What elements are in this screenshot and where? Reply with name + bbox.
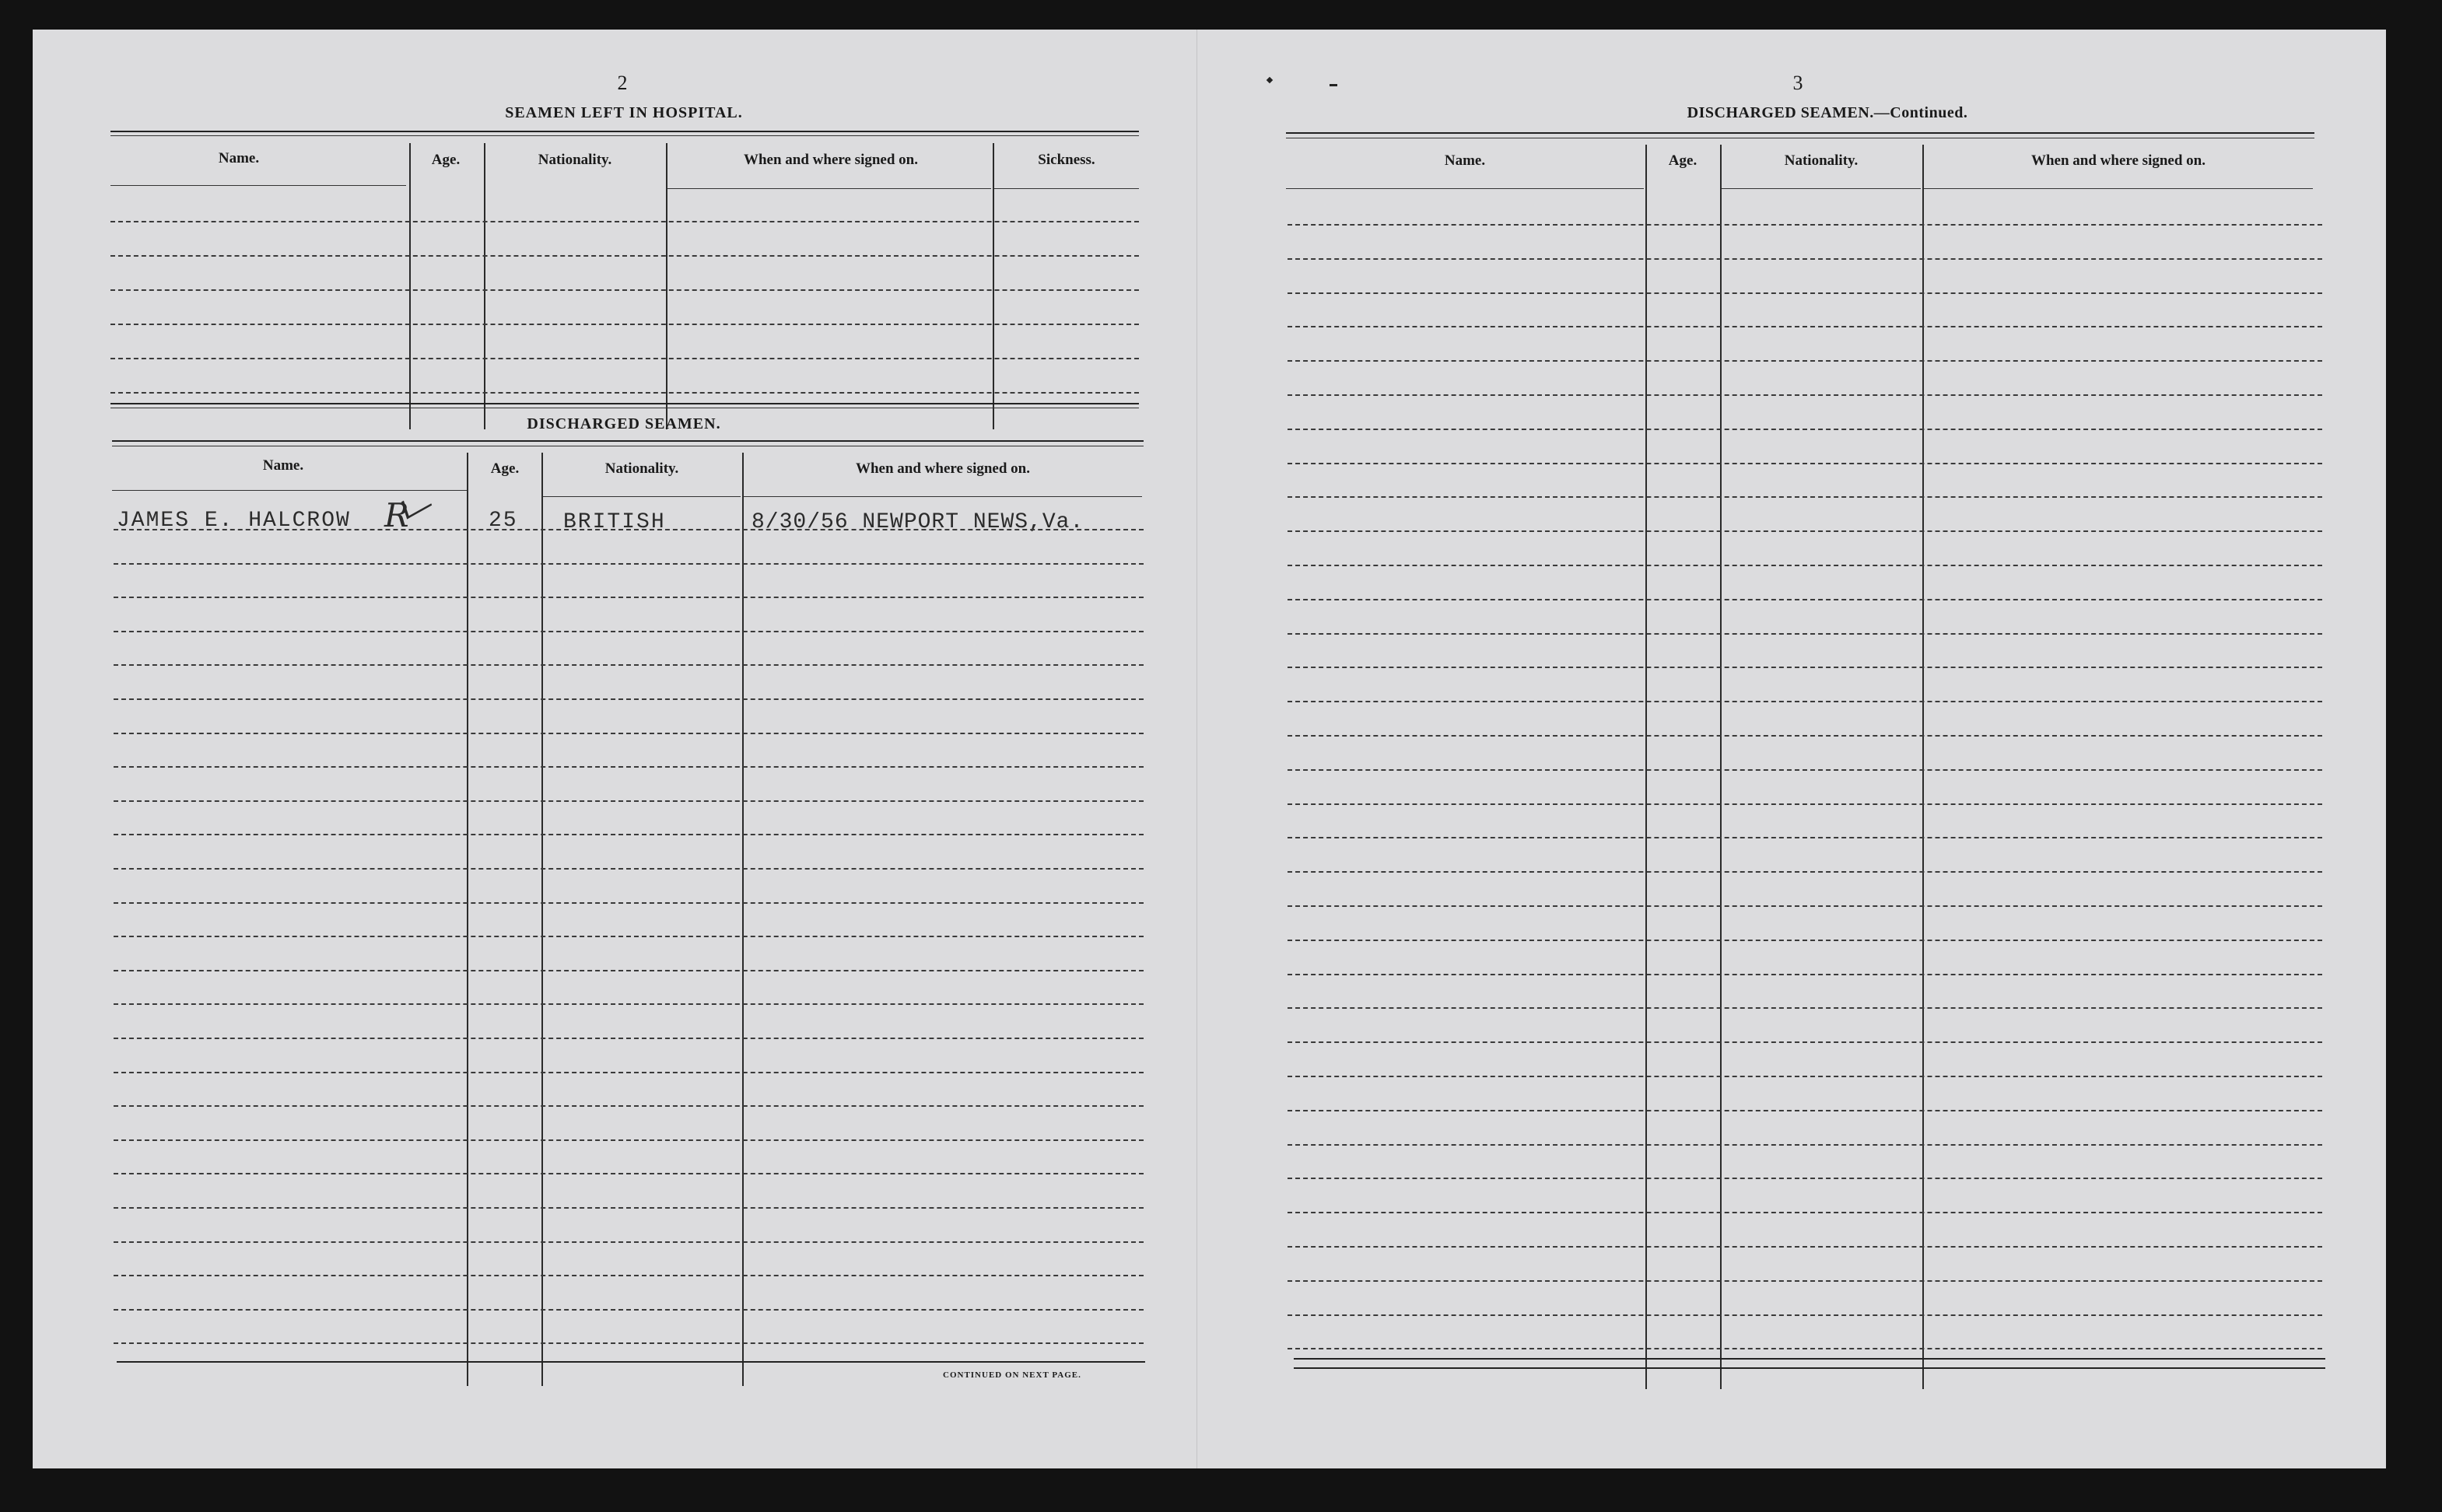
ruled-line: [114, 936, 1144, 937]
ruled-line: [1288, 1076, 2322, 1077]
hospital-col-age: Age.: [431, 152, 461, 168]
ruled-line: [1288, 360, 2322, 362]
right-section-title: DISCHARGED SEAMEN.—Continued.: [1687, 104, 1968, 121]
continued-footer: CONTINUED ON NEXT PAGE.: [943, 1370, 1081, 1380]
ruled-line: [114, 834, 1144, 835]
ruled-line: [1288, 667, 2322, 668]
ruled-line: [1288, 769, 2322, 771]
right-col-name: Name.: [1444, 152, 1486, 169]
entry-signed-on: 8/30/56 NEWPORT NEWS,Va.: [752, 510, 1084, 534]
ruled-line: [1288, 1246, 2322, 1248]
ruled-line: [1288, 496, 2322, 498]
ruled-line: [1288, 1144, 2322, 1146]
discharged-col-nationality: Nationality.: [604, 460, 679, 477]
ruled-line: [1288, 940, 2322, 941]
ruled-line: [1288, 633, 2322, 635]
ruled-line: [114, 766, 1144, 768]
ruled-line: [1288, 803, 2322, 805]
right-col-nationality: Nationality.: [1784, 152, 1859, 169]
ruled-line: [1288, 974, 2322, 975]
ruled-line: [1288, 1212, 2322, 1213]
entry-nationality: BRITISH: [563, 510, 666, 534]
ruled-line: [1288, 837, 2322, 838]
page-number-left: 2: [617, 72, 628, 94]
handwritten-initials: R: [384, 496, 409, 534]
ruled-line: [1288, 1110, 2322, 1111]
ruled-line: [1288, 394, 2322, 396]
ruled-line: [1288, 224, 2322, 226]
ruled-line: [114, 1275, 1144, 1276]
hospital-col-sickness: Sickness.: [1038, 152, 1095, 168]
ruled-line: [114, 597, 1144, 598]
ruled-line: [114, 970, 1144, 971]
ruled-line: [114, 563, 1144, 565]
ruled-line: [114, 1038, 1144, 1039]
discharged-section-title: DISCHARGED SEAMEN.: [527, 415, 721, 432]
right-col-signed-on: When and where signed on.: [2030, 152, 2206, 169]
ruled-line: [1288, 429, 2322, 430]
ruled-line: [114, 1241, 1144, 1243]
entry-name: JAMES E. HALCROW: [117, 509, 351, 533]
ruled-line: [1288, 1007, 2322, 1009]
ruled-line: [1288, 905, 2322, 907]
check-mark-icon: [401, 488, 432, 520]
right-page: [1196, 30, 2386, 1468]
ruled-line: [114, 902, 1144, 904]
ruled-line: [1288, 1348, 2322, 1349]
ruled-line: [1288, 1314, 2322, 1316]
ruled-line: [114, 800, 1144, 802]
ruled-line: [114, 1173, 1144, 1174]
left-page: [33, 30, 1200, 1468]
ruled-line: [1288, 1178, 2322, 1179]
page-number-right: 3: [1792, 72, 1803, 94]
ruled-line: [114, 529, 1144, 530]
ruled-line: [1288, 530, 2322, 532]
ruled-line: [114, 1072, 1144, 1073]
ruled-line: [1288, 871, 2322, 873]
ruled-line: [1288, 258, 2322, 260]
right-col-age: Age.: [1668, 152, 1697, 169]
ruled-line: [114, 664, 1144, 666]
discharged-col-signed-on: When and where signed on.: [855, 460, 1030, 477]
ruled-line: [114, 1139, 1144, 1141]
entry-age: 25: [489, 509, 518, 533]
ruled-line: [114, 1003, 1144, 1005]
ink-speck: [1330, 84, 1337, 86]
ruled-line: [114, 1342, 1144, 1344]
ruled-line: [1288, 1041, 2322, 1043]
ruled-line: [1288, 701, 2322, 702]
hospital-col-nationality: Nationality.: [538, 152, 612, 168]
ruled-line: [114, 1105, 1144, 1107]
discharged-col-name: Name.: [262, 457, 304, 474]
ink-speck: [1267, 77, 1273, 83]
hospital-section-title: SEAMEN LEFT IN HOSPITAL.: [505, 104, 743, 121]
ruled-line: [114, 1207, 1144, 1209]
hospital-col-name: Name.: [218, 150, 260, 166]
ruled-line: [1288, 565, 2322, 566]
ruled-line: [1288, 735, 2322, 737]
ruled-line: [114, 698, 1144, 700]
discharged-col-age: Age.: [490, 460, 520, 477]
ruled-line: [1288, 1280, 2322, 1282]
ruled-line: [114, 868, 1144, 870]
ruled-line: [1288, 292, 2322, 294]
ruled-line: [114, 733, 1144, 734]
ruled-line: [114, 631, 1144, 632]
ruled-line: [114, 1309, 1144, 1311]
hospital-col-signed-on: When and where signed on.: [743, 152, 918, 168]
ruled-line: [1288, 599, 2322, 600]
ruled-line: [1288, 326, 2322, 327]
ruled-line: [1288, 463, 2322, 464]
